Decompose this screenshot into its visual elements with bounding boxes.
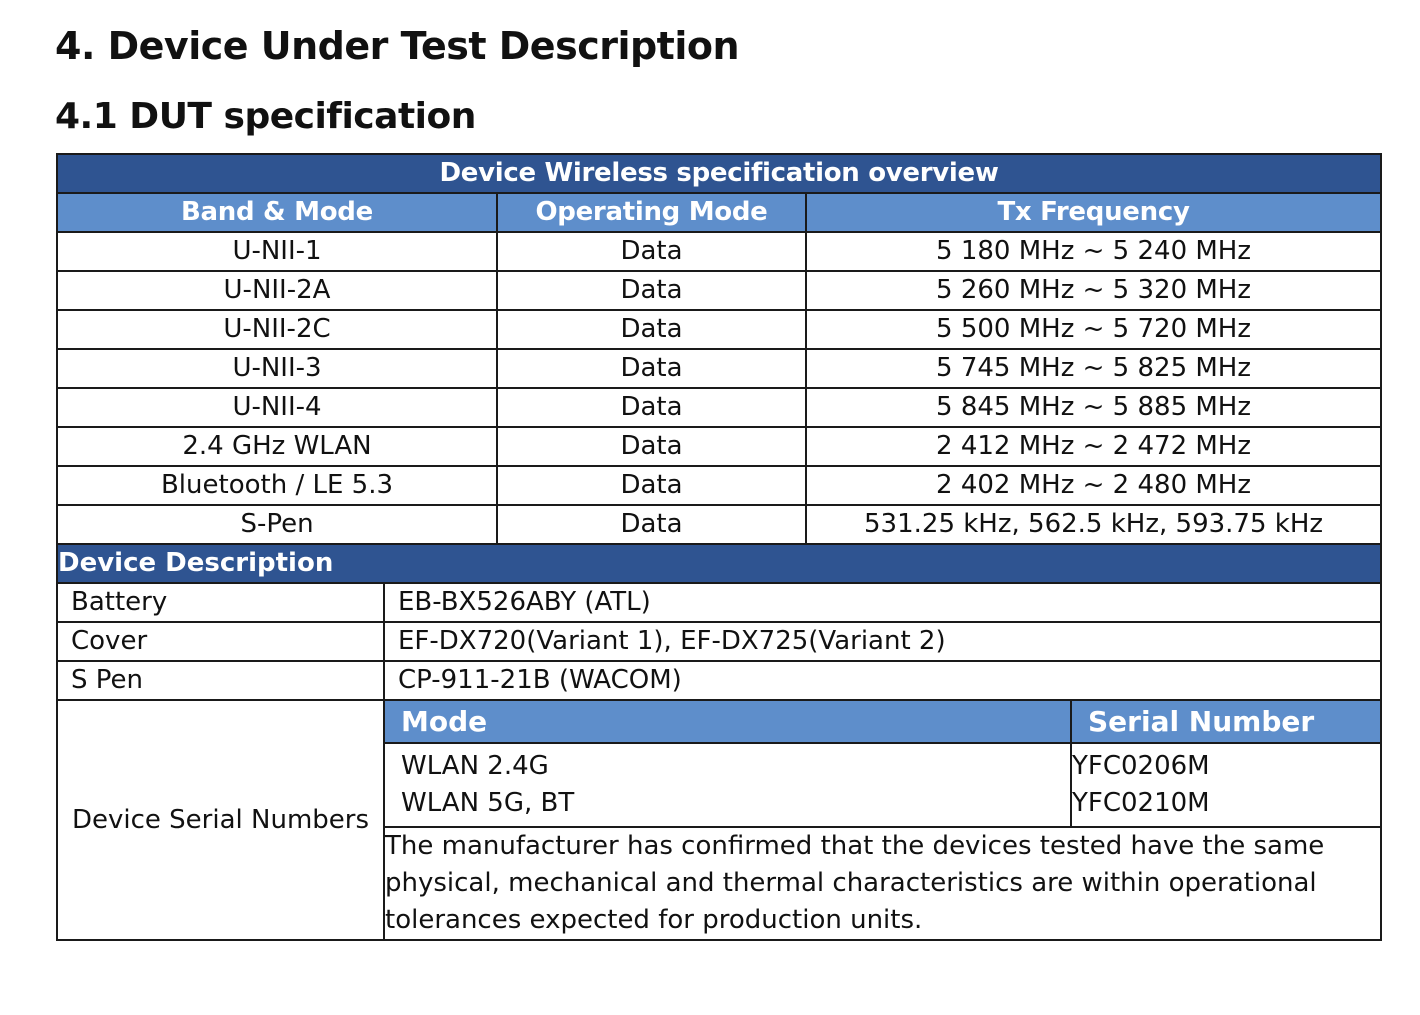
desc-value: EB-BX526ABY (ATL) [384,583,1381,622]
manufacturer-note: The manufacturer has confirmed that the devices tested have the same physical, mechanical and thermal characteristics are within operational tolerances expected for production units. [385,831,1325,935]
tx-frequency-cell: 5 745 MHz ~ 5 825 MHz [806,349,1381,388]
desc-row-battery [57,583,1381,622]
tx-frequency-cell: 5 180 MHz ~ 5 240 MHz [806,232,1381,271]
serial-modes [385,743,1071,827]
table-row [57,349,1381,388]
table-row [57,505,1381,544]
serial-body-row [385,743,1380,827]
desc-value: EF-DX720(Variant 1), EF-DX725(Variant 2) [384,622,1381,661]
serial-mode: WLAN 5G, BT [401,788,575,818]
operating-mode-cell: Data [497,505,806,544]
tx-frequency-cell: 531.25 kHz, 562.5 kHz, 593.75 kHz [806,505,1381,544]
operating-mode-cell: Data [497,466,806,505]
table-row [57,271,1381,310]
operating-mode-cell: Data [497,349,806,388]
desc-row-cover [57,622,1381,661]
band-mode-cell: U-NII-4 [57,388,497,427]
table-row [57,466,1381,505]
table-row [57,427,1381,466]
table-header-row [57,193,1381,232]
column-header-band: Band & Mode [57,193,497,232]
device-description-title: Device Description [57,544,1381,583]
serial-values [1071,743,1380,827]
serial-note-row [385,827,1380,939]
operating-mode-cell: Data [497,271,806,310]
operating-mode-cell: Data [497,427,806,466]
column-header-tx-frequency: Tx Frequency [806,193,1381,232]
table-row [57,388,1381,427]
serial-numbers-table [385,701,1380,939]
serial-value: YFC0210M [1072,788,1210,818]
column-header-operating-mode: Operating Mode [497,193,806,232]
desc-row-s-pen [57,661,1381,700]
section-heading: 4. Device Under Test Description [55,24,740,68]
tx-frequency-cell: 5 260 MHz ~ 5 320 MHz [806,271,1381,310]
table-row [57,310,1381,349]
operating-mode-cell: Data [497,388,806,427]
serial-numbers-label: Device Serial Numbers [57,700,384,940]
serial-header-serial: Serial Number [1071,701,1380,743]
band-rows [57,232,1381,544]
table-title-row [57,154,1381,193]
band-mode-cell: U-NII-2C [57,310,497,349]
serial-mode: WLAN 2.4G [401,751,549,781]
serial-value: YFC0206M [1072,751,1210,781]
serial-header-mode: Mode [385,701,1071,743]
device-description-header [57,544,1381,583]
operating-mode-cell: Data [497,310,806,349]
band-mode-cell: U-NII-3 [57,349,497,388]
tx-frequency-cell: 2 412 MHz ~ 2 472 MHz [806,427,1381,466]
band-mode-cell: S-Pen [57,505,497,544]
table-row [57,232,1381,271]
table-title: Device Wireless specification overview [57,154,1381,193]
band-mode-cell: 2.4 GHz WLAN [57,427,497,466]
desc-label: Cover [57,622,384,661]
band-mode-cell: Bluetooth / LE 5.3 [57,466,497,505]
desc-row-serial-numbers [57,700,1381,940]
desc-label: S Pen [57,661,384,700]
subsection-heading: 4.1 DUT specification [55,96,476,137]
desc-value: CP-911-21B (WACOM) [384,661,1381,700]
operating-mode-cell: Data [497,232,806,271]
band-mode-cell: U-NII-2A [57,271,497,310]
serial-numbers-cell [384,700,1381,940]
tx-frequency-cell: 5 500 MHz ~ 5 720 MHz [806,310,1381,349]
band-mode-cell: U-NII-1 [57,232,497,271]
tx-frequency-cell: 5 845 MHz ~ 5 885 MHz [806,388,1381,427]
dut-spec-table [56,153,1382,941]
serial-header-row [385,701,1380,743]
tx-frequency-cell: 2 402 MHz ~ 2 480 MHz [806,466,1381,505]
desc-label: Battery [57,583,384,622]
